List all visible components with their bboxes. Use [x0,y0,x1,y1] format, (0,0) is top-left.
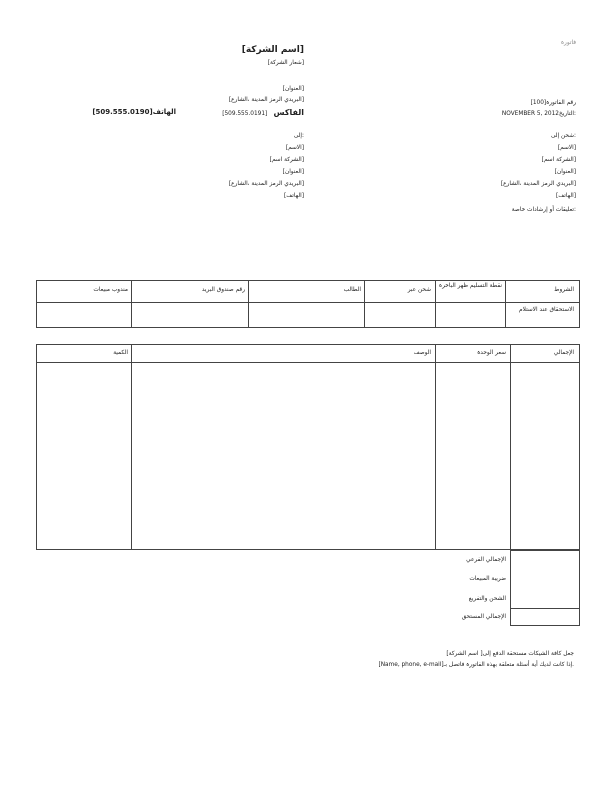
terms-due-on-receipt: الاستحقاق عند الاستلام [519,307,574,313]
special-comments: تعليقات أو إرشادات خاصة: [511,207,576,213]
items-col-divider-1 [131,344,132,550]
footer-payable-to: [اسم الشركة ]جعل كافة الشيكات مستحقة الدفع إلى [446,651,574,657]
ship-to-address: [العنوان] [554,169,576,175]
company-slogan: [شعار الشركة] [267,60,304,66]
fax-value: [509.555.0191] [222,111,268,117]
totals-divider [510,608,580,609]
items-header-quantity: الكمية [113,350,128,356]
invoice-date: NOVEMBER 5, 2012التاريخ: [501,111,576,117]
sender-phone-fax [222,108,304,117]
watermark-label: فاتورة [561,40,576,46]
to-title: إلى: [293,133,304,139]
ship-to-phone: [الهاتف] [556,193,576,199]
terms-header-shipped-via: شحن عبر [407,287,431,293]
shipping-label: الشحن والتفريغ [468,596,506,602]
terms-header-requisitioner: الطالب [343,287,361,293]
sales-tax-label: ضريبة المبيعات [469,576,506,582]
ship-to-street: [البريدي الرمز المدينة ،الشارع] [500,181,576,187]
to-name: [الاسم] [285,145,304,151]
sender-address: [العنوان] [282,86,304,92]
invoice-number: [100]رقم الفاتورة [530,100,576,106]
sender-phone: [509.555.0190]الهاتف [92,108,176,116]
items-header-unit-price: سعر الوحدة [477,350,506,356]
terms-col-divider-2 [248,280,249,328]
ship-to-title: شحن إلى: [550,133,576,139]
terms-col-divider-1 [131,280,132,328]
to-phone: [الهاتف] [284,193,304,199]
to-street: [البريدي الرمز المدينة ،الشارع] [228,181,304,187]
totals-box [510,550,580,626]
total-due-label: الإجمالي المستحق [461,614,506,620]
terms-table-row-divider [36,302,580,303]
terms-header-terms: الشروط [554,287,574,293]
company-name: [اسم الشركة] [241,45,304,55]
items-header-total: الإجمالي [553,350,574,356]
fax-label: الفاكس [273,108,304,117]
items-col-divider-2 [435,344,436,550]
items-col-divider-3 [510,344,511,550]
subtotal-label: الإجمالي الفرعي [466,557,506,563]
sender-street: [البريدي الرمز المدينة ،الشارع] [228,97,304,103]
terms-header-po-number: رقم صندوق البريد [201,287,245,293]
items-table [36,344,580,550]
terms-header-fob: نقطة التسليم ظهر الباخرة [439,283,502,289]
terms-header-salesperson: مندوب مبيعات [93,287,128,293]
to-address: [العنوان] [282,169,304,175]
terms-col-divider-5 [505,280,506,328]
ship-to-name: [الاسم] [557,145,576,151]
to-company: [الشركة اسم] [269,157,304,163]
ship-to-company: [الشركة اسم] [541,157,576,163]
items-table-header-divider [36,362,580,363]
terms-col-divider-3 [364,280,365,328]
footer-contact: [Name, phone, e-mail]إذا كانت لديك أية أسئلة متعلقة بهذه الفاتورة فاتصل بـ. [378,662,574,668]
items-header-description: الوصف [413,350,431,356]
